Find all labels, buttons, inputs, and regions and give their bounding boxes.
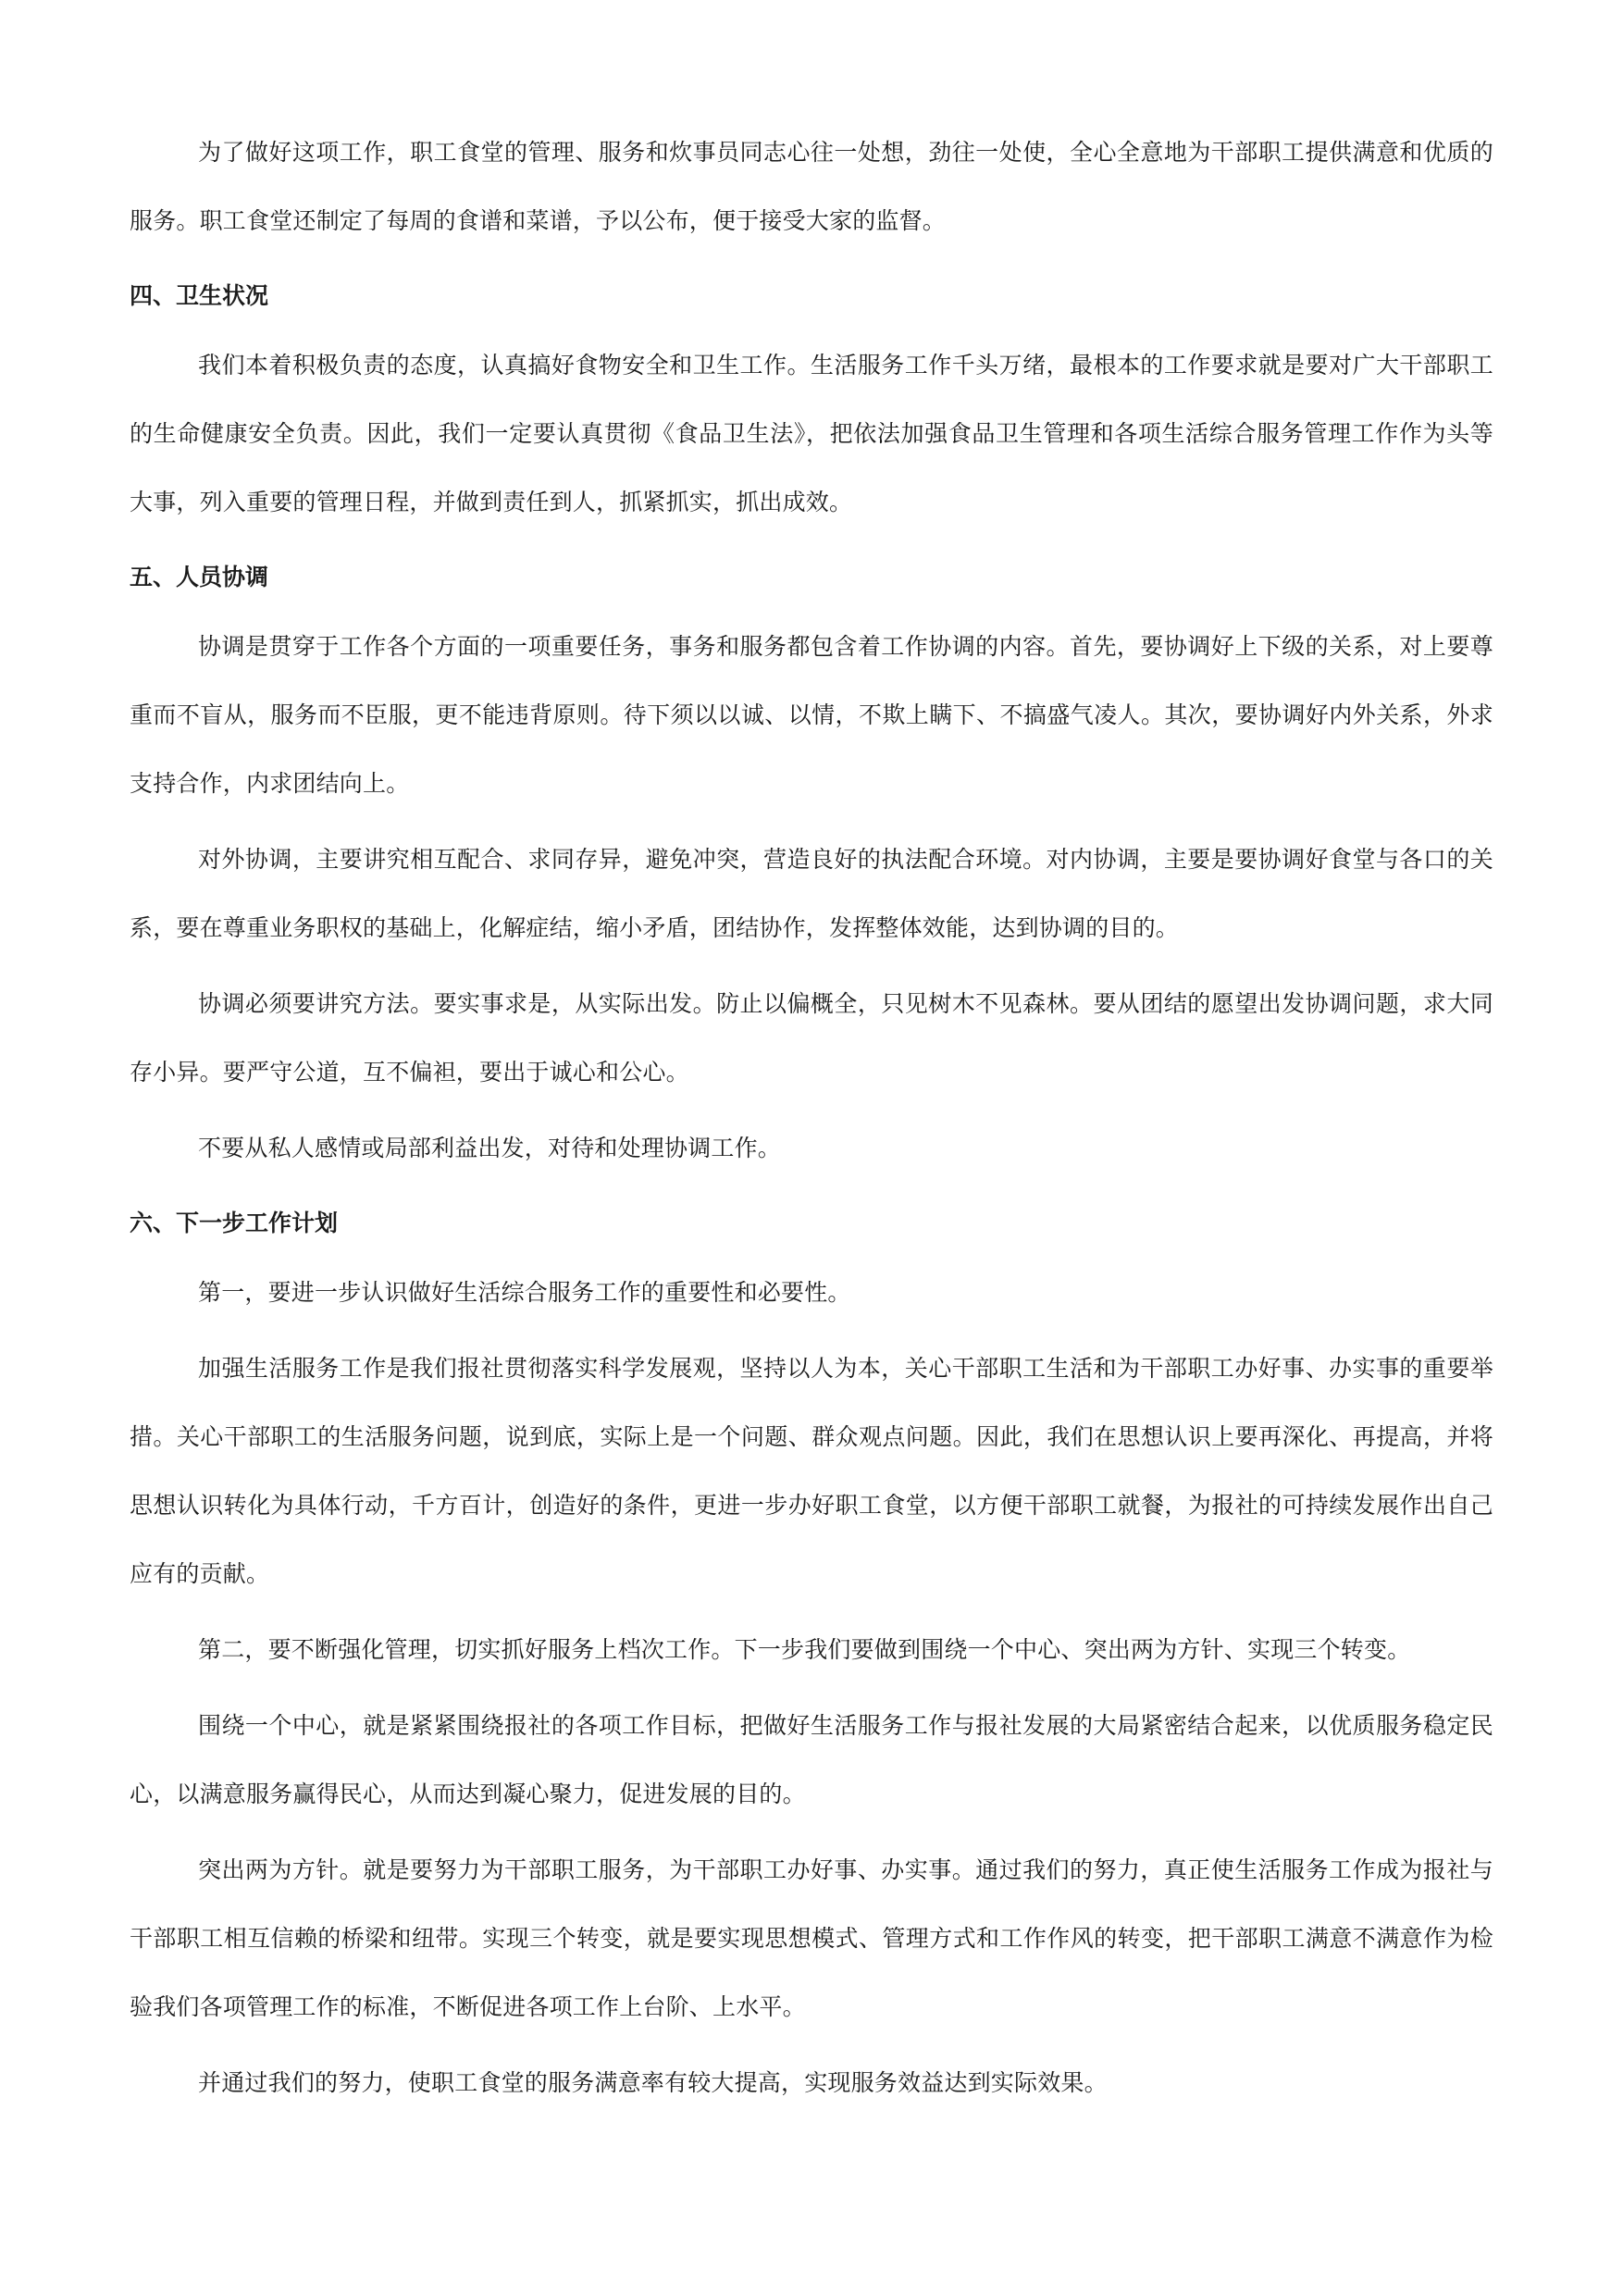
paragraph-plan-second: 第二，要不断强化管理，切实抓好服务上档次工作。下一步我们要做到围绕一个中心、突出两为方针、实现三个转变。 — [198, 1636, 1411, 1663]
section-heading-coordination: 五、人员协调 — [130, 564, 269, 590]
section-heading-next-plan: 六、下一步工作计划 — [130, 1210, 339, 1236]
paragraph-external-internal: 对外协调，主要讲究相互配合、求同存异，避免冲突，营造良好的执法配合环境。对内协调，主要是要协调好食堂与各口的关系，要在尊重业务职权的基础上，化解症结，缩小矛盾，团结协作，发挥整体效能，达到协调的目的。 — [130, 846, 1493, 941]
paragraph-canteen-service: 为了做好这项工作，职工食堂的管理、服务和炊事员同志心往一处想，劲往一处使，全心全意地为干部职工提供满意和优质的服务。职工食堂还制定了每周的食谱和菜谱，予以公布，便于接受大家的监督。 — [130, 139, 1493, 234]
paragraph-no-personal-bias: 不要从私人感情或局部利益出发，对待和处理协调工作。 — [198, 1135, 782, 1161]
section-heading-hygiene: 四、卫生状况 — [130, 282, 269, 309]
paragraph-coordination-method: 协调必须要讲究方法。要实事求是，从实际出发。防止以偏概全，只见树木不见森林。要从团结的愿望出发协调问题，求大同存小异。要严守公道，互不偏袒，要出于诚心和公心。 — [130, 990, 1493, 1086]
paragraph-plan-first: 第一，要进一步认识做好生活综合服务工作的重要性和必要性。 — [198, 1279, 851, 1306]
paragraph-strengthen-service: 加强生活服务工作是我们报社贯彻落实科学发展观，坚持以人为本，关心干部职工生活和为干部职工办好事、办实事的重要举措。关心干部职工的生活服务问题，说到底，实际上是一个问题、群众观点问题。因此，我们在思想认识上要再深化、再提高，并将思想认识转化为具体行动，千方百计，创造好的条件，更进一步办好职工食堂，以方便干部职工就餐，为报社的可持续发展作出自己应有的贡献。 — [130, 1355, 1493, 1587]
paragraph-one-center: 围绕一个中心，就是紧紧围绕报社的各项工作目标，把做好生活服务工作与报社发展的大局紧密结合起来，以优质服务稳定民心，以满意服务赢得民心，从而达到凝心聚力，促进发展的目的。 — [130, 1712, 1493, 1807]
paragraph-food-safety: 我们本着积极负责的态度，认真搞好食物安全和卫生工作。生活服务工作千头万绪，最根本的工作要求就是要对广大干部职工的生命健康安全负责。因此，我们一定要认真贯彻《食品卫生法》，把依法加强食品卫生管理和各项生活综合服务管理工作作为头等大事，列入重要的管理日程，并做到责任到人，抓紧抓实，抓出成效。 — [130, 352, 1493, 515]
paragraph-coordination-intro: 协调是贯穿于工作各个方面的一项重要任务，事务和服务都包含着工作协调的内容。首先，要协调好上下级的关系，对上要尊重而不盲从，服务而不臣服，更不能违背原则。待下须以以诚、以情，不欺上瞒下、不搞盛气凌人。其次，要协调好内外关系，外求支持合作，内求团结向上。 — [130, 633, 1493, 797]
paragraph-closing: 并通过我们的努力，使职工食堂的服务满意率有较大提高，实现服务效益达到实际效果。 — [198, 2069, 1108, 2096]
paragraph-two-principles: 突出两为方针。就是要努力为干部职工服务，为干部职工办好事、办实事。通过我们的努力，真正使生活服务工作成为报社与干部职工相互信赖的桥梁和纽带。实现三个转变，就是要实现思想模式、管理方式和工作作风的转变，把干部职工满意不满意作为检验我们各项管理工作的标准，不断促进各项工作上台阶、上水平。 — [130, 1856, 1493, 2020]
